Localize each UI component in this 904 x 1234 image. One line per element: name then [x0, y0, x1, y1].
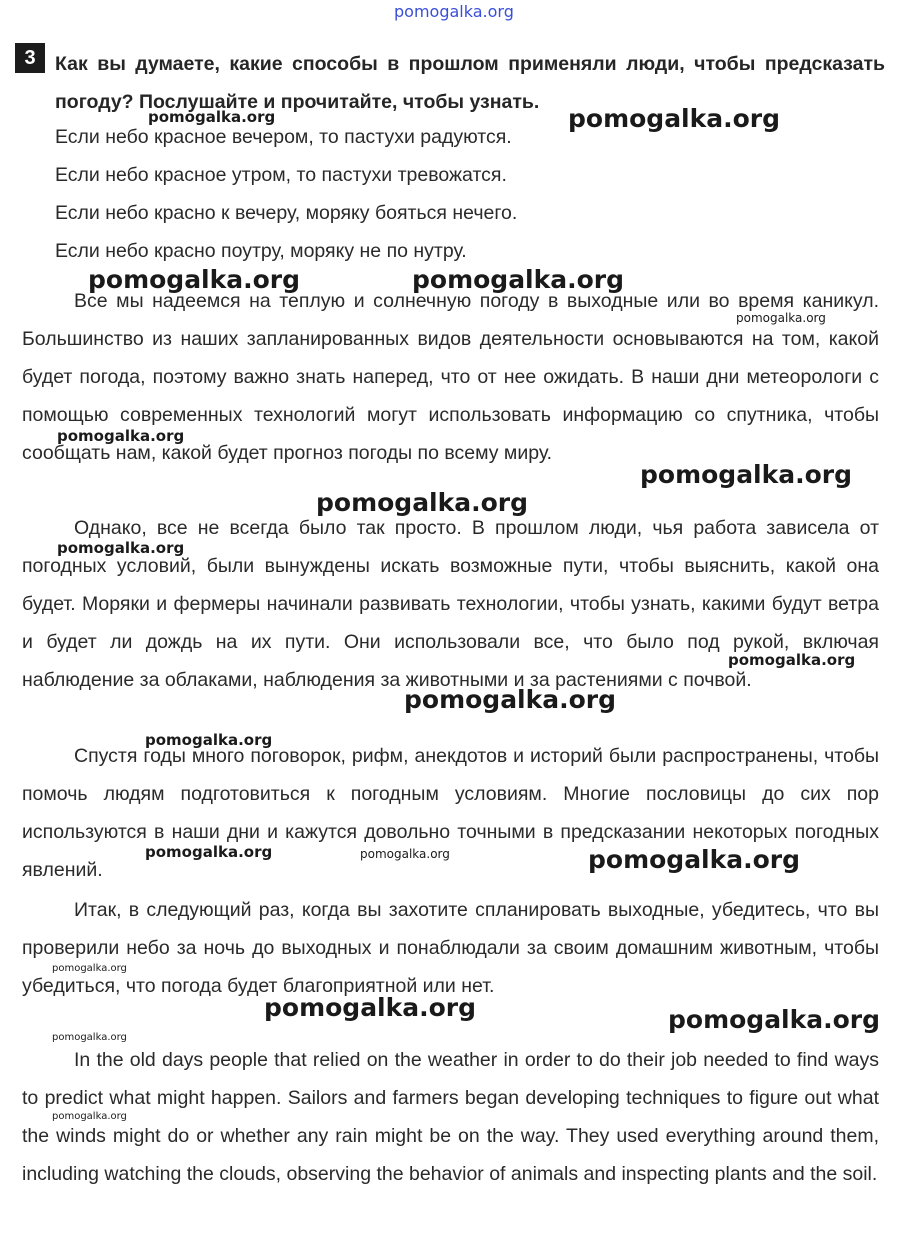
paragraph-english: In the old days people that relied on the weather in order to do their job needed to find ways to predict what might happen. Sailors and farmers began developing techniques to figure out what the winds might do or whether any rain might be on the way. They used everything around them, including watching the clouds, observing the behavior of animals and inspecting plants and the soil. [22, 1049, 879, 1185]
paragraph-2: Однако, все не всегда было так просто. В прошлом люди, чья работа зависела от погодных условий, были вынуждены искать возможные пути, чтобы выяснить, какой она будет. Моряки и фермеры начинали развивать технологии, чтобы узнать, какими будут ветра и будет ли дождь на их пути. Они использовали все, что было под рукой, включая наблюдение за облаками, наблюдения за животными и за растениями с почвой. [22, 517, 879, 691]
watermark: pomogalka.org [264, 993, 477, 1022]
watermark: pomogalka.org [588, 845, 801, 874]
watermark: pomogalka.org [668, 1005, 881, 1034]
watermark: pomogalka.org [640, 460, 853, 489]
watermark: pomogalka.org [360, 847, 450, 861]
watermark: pomogalka.org [148, 108, 276, 126]
watermark: pomogalka.org [88, 265, 301, 294]
paragraph-1: Все мы надеемся на теплую и солнечную погоду в выходные или во время каникул. Большинство из наших запланированных видов деятельности основываются на том, какой будет погода, поэтому важно знать наперед, что от нее ожидать. В наши дни метеорологи с помощью современных технологий могут использовать информацию со спутника, чтобы сообщать нам, какой будет прогноз погоды по всему миру. [22, 290, 879, 464]
watermark: pomogalka.org [568, 104, 781, 133]
saying-item: Если небо красно к вечеру, моряку бояться нечего. [55, 202, 518, 224]
watermark: pomogalka.org [728, 651, 856, 669]
task-number-badge: 3 [15, 43, 45, 73]
watermark: pomogalka.org [52, 1032, 127, 1043]
saying-item: Если небо красно поутру, моряку не по нутру. [55, 240, 467, 262]
sayings-list [55, 118, 855, 270]
watermark-top: pomogalka.org [394, 2, 514, 21]
watermark: pomogalka.org [57, 539, 185, 557]
paragraph-3: Спустя годы много поговорок, рифм, анекдотов и историй были распространены, чтобы помочь людям подготовиться к погодным условиям. Многие пословицы до сих пор используются в наши дни и кажутся довольно точными в предсказании некоторых погодных явлений. [22, 745, 879, 881]
watermark: pomogalka.org [316, 488, 529, 517]
watermark: pomogalka.org [404, 685, 617, 714]
watermark: pomogalka.org [57, 427, 185, 445]
paragraph-4: Итак, в следующий раз, когда вы захотите спланировать выходные, убедитесь, что вы проверили небо за ночь до выходных и понаблюдали за своим домашним животным, чтобы убедиться, что погода будет благоприятной или нет. [22, 899, 879, 997]
saying-item: Если небо красное утром, то пастухи тревожатся. [55, 164, 507, 186]
watermark: pomogalka.org [412, 265, 625, 294]
watermark: pomogalka.org [52, 963, 127, 974]
task-question: Как вы думаете, какие способы в прошлом применяли люди, чтобы предсказать погоду? Послушайте и прочитайте, чтобы узнать. [55, 53, 885, 113]
watermark: pomogalka.org [52, 1111, 127, 1122]
saying-item: Если небо красное вечером, то пастухи радуются. [55, 126, 512, 148]
watermark: pomogalka.org [736, 311, 826, 325]
watermark: pomogalka.org [145, 843, 273, 861]
watermark: pomogalka.org [145, 731, 273, 749]
